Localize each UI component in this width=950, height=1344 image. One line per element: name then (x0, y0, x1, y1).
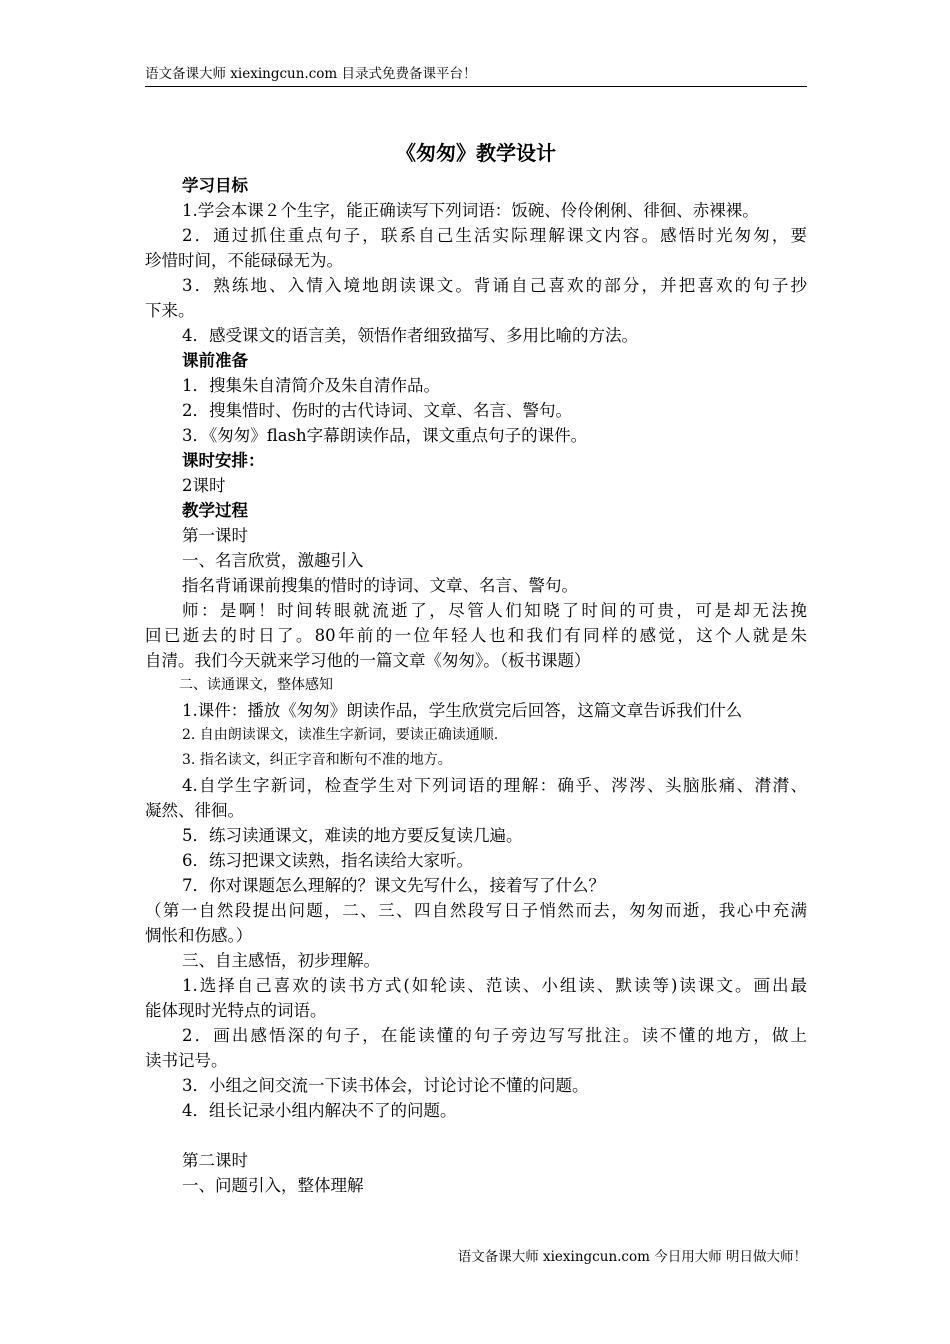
lesson-2-label: 第二课时 (182, 1151, 248, 1170)
section-heading-process: 教学过程 (182, 501, 248, 520)
schedule-value: 2课时 (182, 476, 226, 495)
teacher-speech-line-1: 师：是啊！时间转眼就流逝了，尽管人们知晓了时间的可贵，可是却无法挽 (182, 601, 807, 620)
teacher-speech-line-3: 自清。我们今天就来学习他的一篇文章《匆匆》。（板书课题） (145, 651, 591, 670)
objective-3-line-1: 3．熟练地、入情入境地朗读课文。背诵自己喜欢的部分，并把喜欢的句子抄 (182, 276, 807, 295)
teacher-speech-line-2: 回已逝去的时日了。80年前的一位年轻人也和我们有同样的感觉，这个人就是朱 (145, 626, 807, 645)
section-heading-preparation: 课前准备 (182, 351, 248, 370)
lesson-1-label: 第一课时 (182, 526, 248, 545)
step-3-heading: 三、自主感悟，初步理解。 (182, 951, 380, 970)
lesson-2-step-1-heading: 一、问题引入，整体理解 (182, 1176, 364, 1195)
page-footer: 语文备课大师 xiexingcun.com 今日用大师 明日做大师！ (457, 1249, 807, 1265)
step-2-item-6: 6．练习把课文读熟，指名读给大家听。 (182, 851, 473, 870)
step-2-item-5: 5．练习读通课文，难读的地方要反复读几遍。 (182, 826, 523, 845)
step-3-item-4: 4．组长记录小组内解决不了的问题。 (182, 1101, 457, 1120)
preparation-3: 3．《匆匆》flash字幕朗读作品，课文重点句子的课件。 (182, 426, 588, 445)
document-body (145, 139, 807, 1198)
step-3-item-2-line-2: 读书记号。 (145, 1051, 228, 1070)
section-heading-schedule: 课时安排： (182, 451, 265, 470)
document-title: 《匆匆》教学设计 (396, 141, 556, 165)
step-2-heading: 二、读通课文，整体感知 (179, 677, 333, 693)
step-2-item-4-line-2: 凝然、徘徊。 (145, 801, 244, 820)
step-3-item-1-line-2: 能体现时光特点的词语。 (145, 1001, 327, 1020)
blank-line (145, 1123, 807, 1148)
step-1-text: 指名背诵课前搜集的惜时的诗词、文章、名言、警句。 (182, 576, 578, 595)
objective-3-line-2: 下来。 (145, 301, 195, 320)
preparation-2: 2．搜集惜时、伤时的古代诗词、文章、名言、警句。 (182, 401, 572, 420)
step-2-item-7: 7．你对课题怎么理解的？课文先写什么，接着写了什么？ (182, 876, 605, 895)
step-2-item-1: 1.课件：播放《匆匆》朗读作品，学生欣赏完后回答，这篇文章告诉我们什么 (182, 701, 743, 720)
objective-2-line-2: 珍惜时间，不能碌碌无为。 (145, 251, 343, 270)
step-1-heading: 一、名言欣赏，激趣引入 (182, 551, 364, 570)
step-3-item-2-line-1: 2．画出感悟深的句子，在能读懂的句子旁边写写批注。读不懂的地方，做上 (182, 1026, 807, 1045)
step-2-item-2: 2. 自由朗读课文，读准生字新词，要读正确读通顺. (182, 727, 499, 743)
step-2-answer-line-2: 惆怅和伤感。） (145, 926, 253, 945)
step-3-item-1-line-1: 1.选择自己喜欢的读书方式(如轮读、范读、小组读、默读等)读课文。画出最 (182, 976, 807, 995)
section-heading-objectives: 学习目标 (182, 176, 248, 195)
page-header: 语文备课大师 xiexingcun.com 目录式免费备课平台！ (145, 64, 807, 87)
objective-1: 1.学会本课２个生字，能正确读写下列词语：饭碗、伶伶俐俐、徘徊、赤裸裸。 (182, 201, 759, 220)
objective-4: 4．感受课文的语言美，领悟作者细致描写、多用比喻的方法。 (182, 326, 638, 345)
step-2-item-3: 3. 指名读文，纠正字音和断句不准的地方。 (182, 752, 452, 768)
step-2-answer-line-1: （第一自然段提出问题，二、三、四自然段写日子悄然而去，匆匆而逝，我心中充满 (145, 901, 807, 920)
step-3-item-3: 3．小组之间交流一下读书体会，讨论讨论不懂的问题。 (182, 1076, 589, 1095)
step-2-item-4-line-1: 4.自学生字新词，检查学生对下列词语的理解：确乎、涔涔、头脑胀痛、潸潸、 (182, 776, 807, 795)
preparation-1: 1．搜集朱自清简介及朱自清作品。 (182, 376, 440, 395)
objective-2-line-1: 2．通过抓住重点句子，联系自己生活实际理解课文内容。感悟时光匆匆，要 (182, 226, 807, 245)
